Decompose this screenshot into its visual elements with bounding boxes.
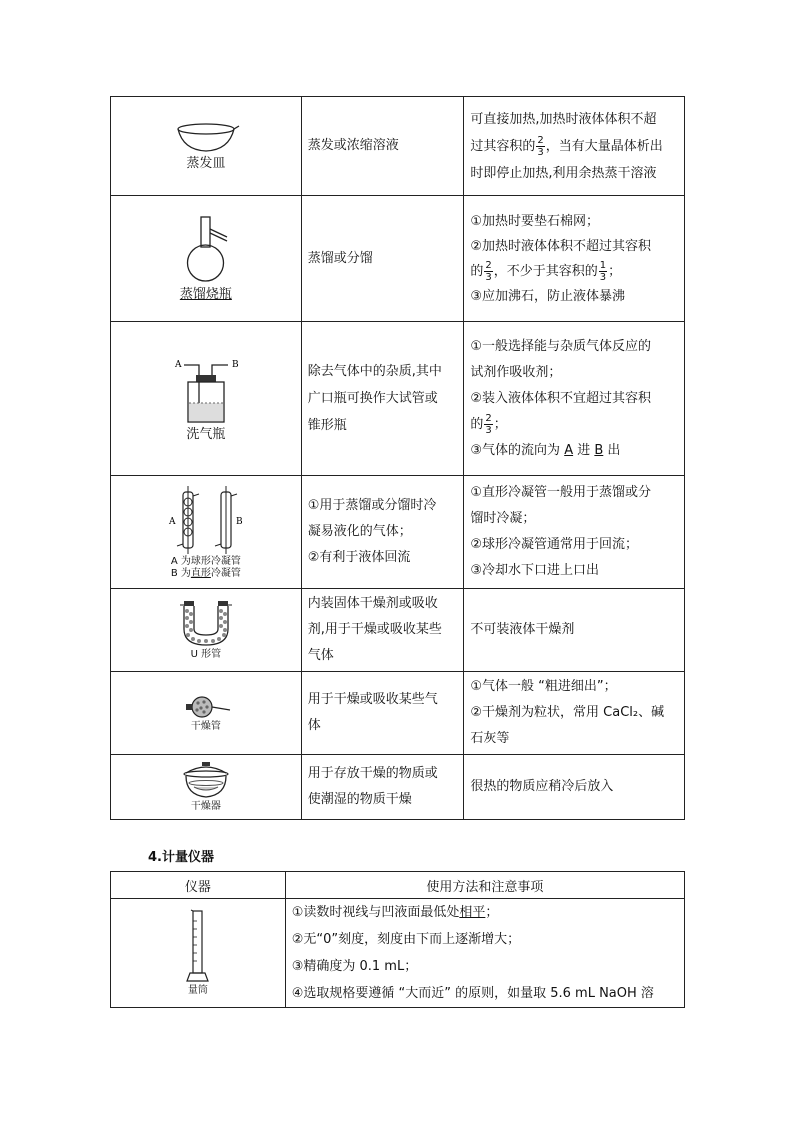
- column-header: 仪器: [111, 872, 286, 899]
- frac-num: 2: [485, 412, 492, 424]
- note-line: ②装入液体体积不宜超过其容积: [470, 390, 652, 406]
- frac-num: 2: [537, 134, 544, 146]
- instrument-name: 洗气瓶: [186, 426, 226, 442]
- column-header: 使用方法和注意事项: [285, 872, 684, 899]
- instrument-cell: [111, 97, 302, 196]
- frac-den: 3: [485, 271, 492, 283]
- use-line: 用于存放干燥的物质或: [307, 766, 438, 781]
- drying-tube-icon: [176, 693, 236, 721]
- instrument-name: 量筒: [187, 985, 208, 996]
- graduated-cylinder-icon: [178, 909, 218, 985]
- note-text: B: [594, 442, 604, 458]
- note-text: 进: [573, 442, 595, 458]
- instrument-cell: [111, 672, 302, 755]
- note-text: 过其容积的: [470, 138, 536, 154]
- instrument-cell: [111, 196, 302, 322]
- use-line: 用于干燥或吸收某些气: [307, 692, 438, 707]
- use-line: 使潮湿的物质干燥: [307, 792, 412, 807]
- use-line: 广口瓶可换作大试管或: [307, 391, 438, 406]
- note-line: ②干燥剂为粒状，常用 CaCl₂、碱: [470, 705, 665, 720]
- table-row: [111, 755, 685, 820]
- note-line: 试剂作吸收剂；: [470, 364, 562, 380]
- use-line: 体: [307, 718, 321, 733]
- note-line: ①气体一般 “粗进细出”；: [470, 679, 617, 694]
- frac-den: 3: [537, 146, 544, 158]
- use-line: 除去气体中的杂质,其中: [307, 364, 442, 379]
- label-a: A: [168, 517, 176, 527]
- instrument-name: 蒸馏烧瓶: [179, 286, 232, 302]
- evaporating-dish-icon: [171, 120, 241, 156]
- instrument-name: 干燥管: [190, 721, 221, 732]
- note-line: [470, 412, 678, 438]
- note-line: ③冷却水下口进上口出: [470, 563, 600, 578]
- note-text: ③气体的流向为: [470, 442, 565, 458]
- note-text: ；: [485, 905, 499, 920]
- table-row: [111, 322, 685, 476]
- use-cell: [301, 755, 464, 820]
- notes-cell: 很热的物质应稍冷后放入: [464, 755, 685, 820]
- use-cell: [301, 589, 464, 672]
- use-line: 凝易液化的气体；: [307, 524, 412, 539]
- table-row: [111, 589, 685, 672]
- desiccator-icon: [176, 761, 236, 801]
- table-row: [111, 672, 685, 755]
- notes-cell: [464, 672, 685, 755]
- frac-den: 3: [485, 424, 492, 436]
- note-text: 的: [470, 416, 484, 432]
- caption-text: B 为: [170, 568, 191, 579]
- caption-a: A 为球形冷凝管: [170, 556, 241, 567]
- use-cell: [301, 476, 464, 589]
- caption-text: 直形: [190, 568, 211, 579]
- fraction: [599, 260, 607, 283]
- frac-num: 1: [599, 259, 607, 271]
- use-cell: [301, 322, 464, 476]
- instrument-cell: [111, 476, 302, 589]
- note-line: ①加热时要垫石棉网；: [470, 213, 600, 229]
- notes-cell: [464, 322, 685, 476]
- note-line: [292, 899, 678, 926]
- instrument-name: 干燥器: [190, 801, 221, 812]
- notes-cell: [464, 476, 685, 589]
- note-line: ③应加沸石，防止液体暴沸: [470, 288, 626, 304]
- fraction: [484, 260, 492, 283]
- note-text: ①读数时视线与凹液面最低处: [291, 905, 460, 920]
- use-cell: 蒸发或浓缩溶液: [301, 97, 464, 196]
- label-b: B: [235, 517, 243, 527]
- note-line: 可直接加热,加热时液体体积不超: [470, 111, 657, 127]
- use-line: 锥形瓶: [307, 418, 347, 433]
- note-text: A: [564, 442, 574, 458]
- instrument-name: 蒸发皿: [186, 156, 226, 171]
- usage-cell: [285, 899, 684, 1008]
- use-cell: 蒸馏或分馏: [301, 196, 464, 322]
- note-text: ，当有大量晶体析出: [545, 138, 663, 154]
- use-line: ②有利于液体回流: [307, 550, 411, 565]
- distilling-flask-icon: [171, 215, 241, 287]
- instrument-cell: [111, 589, 302, 672]
- instrument-cell: [111, 755, 302, 820]
- note-text: ；: [493, 416, 507, 432]
- use-line: 内装固体干燥剂或吸收: [307, 596, 438, 611]
- measuring-instrument-table: [110, 871, 685, 1008]
- caption-text: 冷凝管: [210, 568, 241, 579]
- note-line: 时即停止加热,利用余热蒸干溶液: [470, 165, 657, 181]
- use-line: 气体: [307, 648, 334, 663]
- note-line: 石灰等: [470, 731, 510, 746]
- note-text: 出: [603, 442, 621, 458]
- frac-num: 2: [485, 259, 492, 271]
- use-line: 剂,用于干燥或吸收某些: [307, 622, 442, 637]
- condenser-icon: [166, 484, 246, 556]
- instrument-cell: [111, 322, 302, 476]
- table-row: [111, 899, 685, 1008]
- note-line: [470, 438, 678, 464]
- note-text: 相平: [459, 905, 486, 920]
- fraction: [536, 135, 544, 158]
- note-line: 馏时冷凝；: [470, 511, 536, 526]
- note-line: ②加热时液体体积不超过其容积: [470, 238, 652, 254]
- note-line: ①直形冷凝管一般用于蒸馏或分: [470, 485, 652, 500]
- note-line: ④选取规格要遵循 “大而近” 的原则，如量取 5.6 mL NaOH 溶: [291, 986, 654, 1001]
- notes-cell: [464, 196, 685, 322]
- notes-cell: [464, 97, 685, 196]
- table-row: [111, 196, 685, 322]
- instrument-name: U 形管: [190, 649, 222, 660]
- table-row: [111, 97, 685, 196]
- note-line: ②无“0”刻度，刻度由下而上逐渐增大；: [291, 932, 521, 947]
- note-text: ，不少于其容积的: [493, 263, 598, 279]
- caption-b: [111, 568, 301, 580]
- frac-den: 3: [599, 271, 607, 283]
- note-line: ①一般选择能与杂质气体反应的: [470, 338, 652, 354]
- table-header-row: [111, 872, 685, 899]
- notes-cell: 不可装液体干燥剂: [464, 589, 685, 672]
- use-line: ①用于蒸馏或分馏时冷: [307, 498, 437, 513]
- note-line: [470, 133, 678, 160]
- note-text: ；: [608, 263, 622, 279]
- instrument-cell: [111, 899, 286, 1008]
- gas-washing-bottle-icon: [166, 355, 246, 427]
- note-line: ②球形冷凝管通常用于回流；: [470, 537, 639, 552]
- label-a: A: [174, 359, 182, 370]
- use-cell: [301, 672, 464, 755]
- note-line: ③精确度为 0.1 mL；: [291, 959, 418, 974]
- note-text: 的: [470, 263, 484, 279]
- instrument-table: [110, 96, 685, 820]
- u-tube-icon: [176, 599, 236, 649]
- section-title: 4.计量仪器: [148, 850, 214, 865]
- table-row: [111, 476, 685, 589]
- fraction: [484, 413, 492, 436]
- note-line: [470, 259, 678, 284]
- label-b: B: [231, 359, 239, 370]
